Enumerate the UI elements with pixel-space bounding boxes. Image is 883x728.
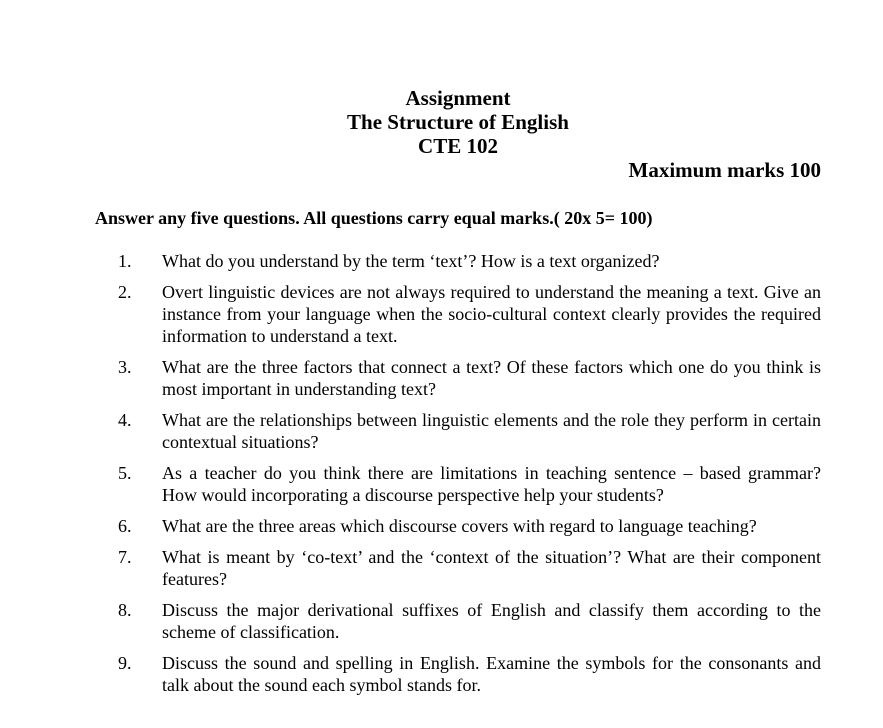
question-text: Overt linguistic devices are not always required to understand the meaning a text. Give an instance from your language when the socio-cultural context clearly provides the required information to understand a text. [162,282,821,346]
question-text: Discuss the sound and spelling in English. Examine the symbols for the consonants and talk about the sound each symbol stands for. [162,653,821,695]
question-item [118,546,821,590]
question-number: 2. [118,282,132,302]
question-item [118,281,821,347]
title-line-course-name: The Structure of English [347,110,569,134]
document-title-block [0,86,883,158]
question-number: 9. [118,653,132,673]
question-number: 6. [118,516,132,536]
question-number: 3. [118,357,132,377]
question-text: Discuss the major derivational suffixes of English and classify them according to the scheme of classification. [162,600,821,642]
question-item [118,462,821,506]
maximum-marks: Maximum marks 100 [628,158,821,182]
question-text: What are the three factors that connect a text? Of these factors which one do you think is most important in understanding text? [162,357,821,399]
question-item [118,515,821,537]
question-item [118,409,821,453]
question-list [118,250,821,705]
instructions: Answer any five questions. All questions carry equal marks.( 20x 5= 100) [95,208,653,228]
question-number: 8. [118,600,132,620]
question-number: 7. [118,547,132,567]
question-item [118,356,821,400]
question-item [118,599,821,643]
question-item [118,250,821,272]
title-line-assignment: Assignment [405,86,511,110]
question-number: 5. [118,463,132,483]
question-text: What do you understand by the term ‘text’? How is a text organized? [162,251,660,271]
question-number: 4. [118,410,132,430]
question-number: 1. [118,251,132,271]
title-line-course-code: CTE 102 [418,134,498,158]
question-text: What are the three areas which discourse covers with regard to language teaching? [162,516,757,536]
question-text: What is meant by ‘co-text’ and the ‘context of the situation’? What are their component features? [162,547,821,589]
question-text: What are the relationships between linguistic elements and the role they perform in certain contextual situations? [162,410,821,452]
question-text: As a teacher do you think there are limitations in teaching sentence – based grammar? How would incorporating a discourse perspective help your students? [162,463,821,505]
question-item [118,652,821,696]
